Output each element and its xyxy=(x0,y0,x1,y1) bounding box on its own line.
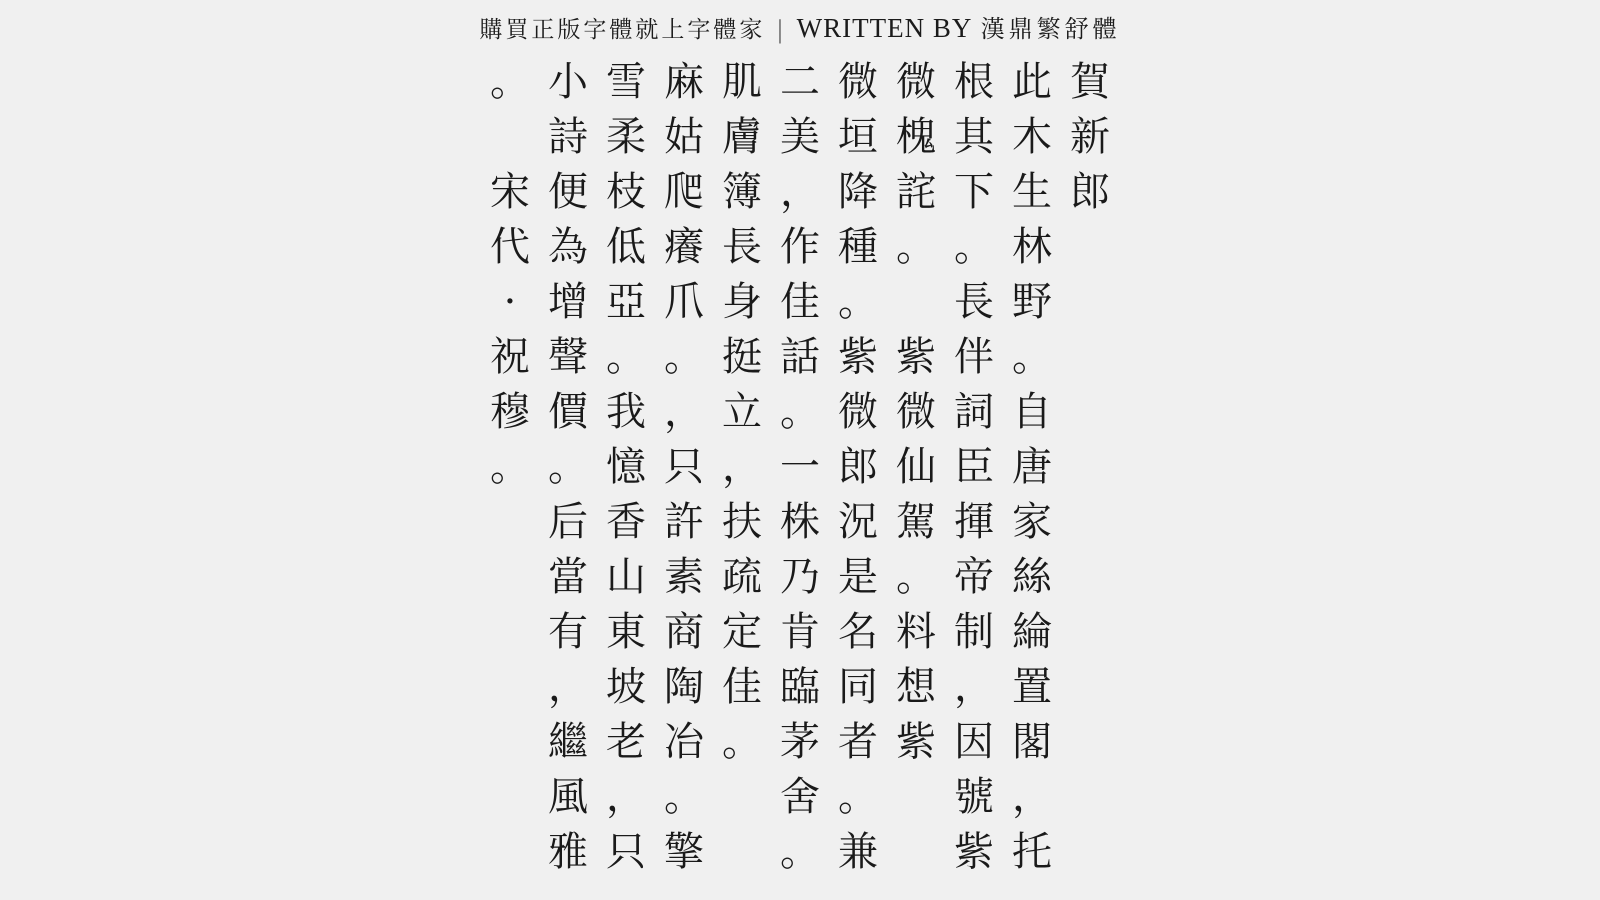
glyph: 后 xyxy=(548,499,588,545)
glyph: 商 xyxy=(664,609,704,655)
text-column xyxy=(888,55,944,770)
glyph: 同 xyxy=(838,664,878,710)
glyph: 郎 xyxy=(838,444,878,490)
glyph: 祝 xyxy=(490,334,530,380)
glyph: 種 xyxy=(838,224,878,270)
glyph: 亞 xyxy=(606,279,646,325)
glyph: 一 xyxy=(780,444,820,490)
glyph: 詞 xyxy=(954,389,994,435)
glyph: 冶 xyxy=(664,719,704,765)
glyph: 肌 xyxy=(722,59,762,105)
glyph: 疏 xyxy=(722,554,762,600)
glyph: 號 xyxy=(954,774,994,820)
glyph: 雪 xyxy=(606,59,646,105)
glyph: ， xyxy=(664,389,704,435)
text-column xyxy=(540,55,596,880)
glyph: 唐 xyxy=(1012,444,1052,490)
glyph: 因 xyxy=(954,719,994,765)
glyph: 紫 xyxy=(954,829,994,875)
glyph: 。 xyxy=(490,59,530,105)
glyph: 此 xyxy=(1012,59,1052,105)
text-column xyxy=(772,55,828,880)
glyph: 膚 xyxy=(722,114,762,160)
glyph: 枝 xyxy=(606,169,646,215)
text-column xyxy=(1062,55,1118,220)
glyph: 爬 xyxy=(664,169,704,215)
glyph: 穆 xyxy=(490,389,530,435)
glyph: 陶 xyxy=(664,664,704,710)
glyph: 想 xyxy=(896,664,936,710)
glyph: 。 xyxy=(896,554,936,600)
glyph: 木 xyxy=(1012,114,1052,160)
glyph: 。 xyxy=(664,334,704,380)
glyph: 絲 xyxy=(1012,554,1052,600)
glyph: 作 xyxy=(780,224,820,270)
glyph: 癢 xyxy=(664,224,704,270)
glyph: 挺 xyxy=(722,334,762,380)
glyph: 麻 xyxy=(664,59,704,105)
text-column xyxy=(1004,55,1060,880)
glyph: 為 xyxy=(548,224,588,270)
glyph: 聲 xyxy=(548,334,588,380)
glyph: 賀 xyxy=(1070,59,1110,105)
glyph: 價 xyxy=(548,389,588,435)
glyph: 舍 xyxy=(780,774,820,820)
glyph: 擎 xyxy=(664,829,704,875)
glyph: 有 xyxy=(548,609,588,655)
glyph: 。 xyxy=(606,334,646,380)
header-banner xyxy=(0,10,1600,48)
glyph: 。 xyxy=(664,774,704,820)
glyph: 閣 xyxy=(1012,719,1052,765)
glyph: 詫 xyxy=(896,169,936,215)
glyph: ， xyxy=(780,169,820,215)
glyph: 素 xyxy=(664,554,704,600)
text-column xyxy=(656,55,712,880)
glyph: 。 xyxy=(896,224,936,270)
glyph: 長 xyxy=(722,224,762,270)
glyph: 仙 xyxy=(896,444,936,490)
glyph: 只 xyxy=(606,829,646,875)
glyph: 降 xyxy=(838,169,878,215)
glyph: 身 xyxy=(722,279,762,325)
glyph: 微 xyxy=(838,59,878,105)
glyph: 茅 xyxy=(780,719,820,765)
glyph: 。 xyxy=(838,279,878,325)
glyph: 是 xyxy=(838,554,878,600)
glyph: 紫 xyxy=(838,334,878,380)
text-column xyxy=(598,55,654,880)
glyph: 詩 xyxy=(548,114,588,160)
glyph: 。 xyxy=(490,444,530,490)
glyph: 只 xyxy=(664,444,704,490)
written-by-label: WRITTEN BY xyxy=(796,13,973,43)
font-name-label: 漢鼎繁舒體 xyxy=(980,15,1121,43)
glyph: 立 xyxy=(722,389,762,435)
glyph: 。 xyxy=(1012,334,1052,380)
glyph: 柔 xyxy=(606,114,646,160)
glyph: 生 xyxy=(1012,169,1052,215)
glyph: 佳 xyxy=(780,279,820,325)
glyph: 長 xyxy=(954,279,994,325)
promo-text: 購買正版字體就上字體家 xyxy=(479,17,766,43)
glyph: 根 xyxy=(954,59,994,105)
glyph: 槐 xyxy=(896,114,936,160)
glyph: 坡 xyxy=(606,664,646,710)
glyph: 。 xyxy=(722,719,762,765)
glyph: 。 xyxy=(780,829,820,875)
glyph: ， xyxy=(954,664,994,710)
glyph: 宋 xyxy=(490,169,530,215)
glyph: 我 xyxy=(606,389,646,435)
glyph: 繼 xyxy=(548,719,588,765)
glyph: ， xyxy=(722,444,762,490)
glyph: 垣 xyxy=(838,114,878,160)
glyph: 自 xyxy=(1012,389,1052,435)
text-column xyxy=(714,55,770,770)
glyph: 定 xyxy=(722,609,762,655)
text-column xyxy=(946,55,1002,880)
glyph: 爪 xyxy=(664,279,704,325)
glyph: 揮 xyxy=(954,499,994,545)
glyph: 代 xyxy=(490,224,530,270)
glyph: 制 xyxy=(954,609,994,655)
glyph: ， xyxy=(548,664,588,710)
glyph: 美 xyxy=(780,114,820,160)
glyph: 低 xyxy=(606,224,646,270)
text-column xyxy=(482,55,538,495)
glyph: 微 xyxy=(896,389,936,435)
glyph: 當 xyxy=(548,554,588,600)
glyph: 佳 xyxy=(722,664,762,710)
glyph: 增 xyxy=(548,279,588,325)
glyph: 微 xyxy=(838,389,878,435)
glyph: 便 xyxy=(548,169,588,215)
glyph: 雅 xyxy=(548,829,588,875)
glyph-blank xyxy=(482,110,538,165)
glyph: 微 xyxy=(896,59,936,105)
glyph: 名 xyxy=(838,609,878,655)
glyph: 林 xyxy=(1012,224,1052,270)
glyph: 綸 xyxy=(1012,609,1052,655)
banner-divider: | xyxy=(777,15,785,44)
glyph: 況 xyxy=(838,499,878,545)
glyph: 家 xyxy=(1012,499,1052,545)
glyph: 。 xyxy=(838,774,878,820)
glyph: ， xyxy=(1012,774,1052,820)
glyph: ， xyxy=(606,774,646,820)
glyph: 株 xyxy=(780,499,820,545)
glyph: 。 xyxy=(780,389,820,435)
glyph: 新 xyxy=(1070,114,1110,160)
glyph: 簿 xyxy=(722,169,762,215)
glyph: 話 xyxy=(780,334,820,380)
glyph: 小 xyxy=(548,59,588,105)
glyph: 許 xyxy=(664,499,704,545)
glyph: 憶 xyxy=(606,444,646,490)
glyph: 臣 xyxy=(954,444,994,490)
glyph: 置 xyxy=(1012,664,1052,710)
glyph: 料 xyxy=(896,609,936,655)
vertical-sample-text xyxy=(0,55,1600,900)
glyph: 紫 xyxy=(896,719,936,765)
glyph: 。 xyxy=(954,224,994,270)
glyph: 帝 xyxy=(954,554,994,600)
glyph: 臨 xyxy=(780,664,820,710)
glyph: 托 xyxy=(1012,829,1052,875)
glyph: 伴 xyxy=(954,334,994,380)
glyph: · xyxy=(503,279,517,325)
glyph: 兼 xyxy=(838,829,878,875)
glyph: 其 xyxy=(954,114,994,160)
glyph: 郎 xyxy=(1070,169,1110,215)
glyph: 駕 xyxy=(896,499,936,545)
glyph: 下 xyxy=(954,169,994,215)
glyph: 肯 xyxy=(780,609,820,655)
glyph: 風 xyxy=(548,774,588,820)
glyph: 姑 xyxy=(664,114,704,160)
glyph: 乃 xyxy=(780,554,820,600)
text-column xyxy=(830,55,886,880)
glyph: 者 xyxy=(838,719,878,765)
glyph: 。 xyxy=(548,444,588,490)
glyph: 二 xyxy=(780,59,820,105)
glyph: 野 xyxy=(1012,279,1052,325)
glyph: 香 xyxy=(606,499,646,545)
glyph: 紫 xyxy=(896,334,936,380)
glyph: 老 xyxy=(606,719,646,765)
glyph: 東 xyxy=(606,609,646,655)
glyph: 山 xyxy=(606,554,646,600)
glyph: 扶 xyxy=(722,499,762,545)
glyph-blank xyxy=(888,275,944,330)
